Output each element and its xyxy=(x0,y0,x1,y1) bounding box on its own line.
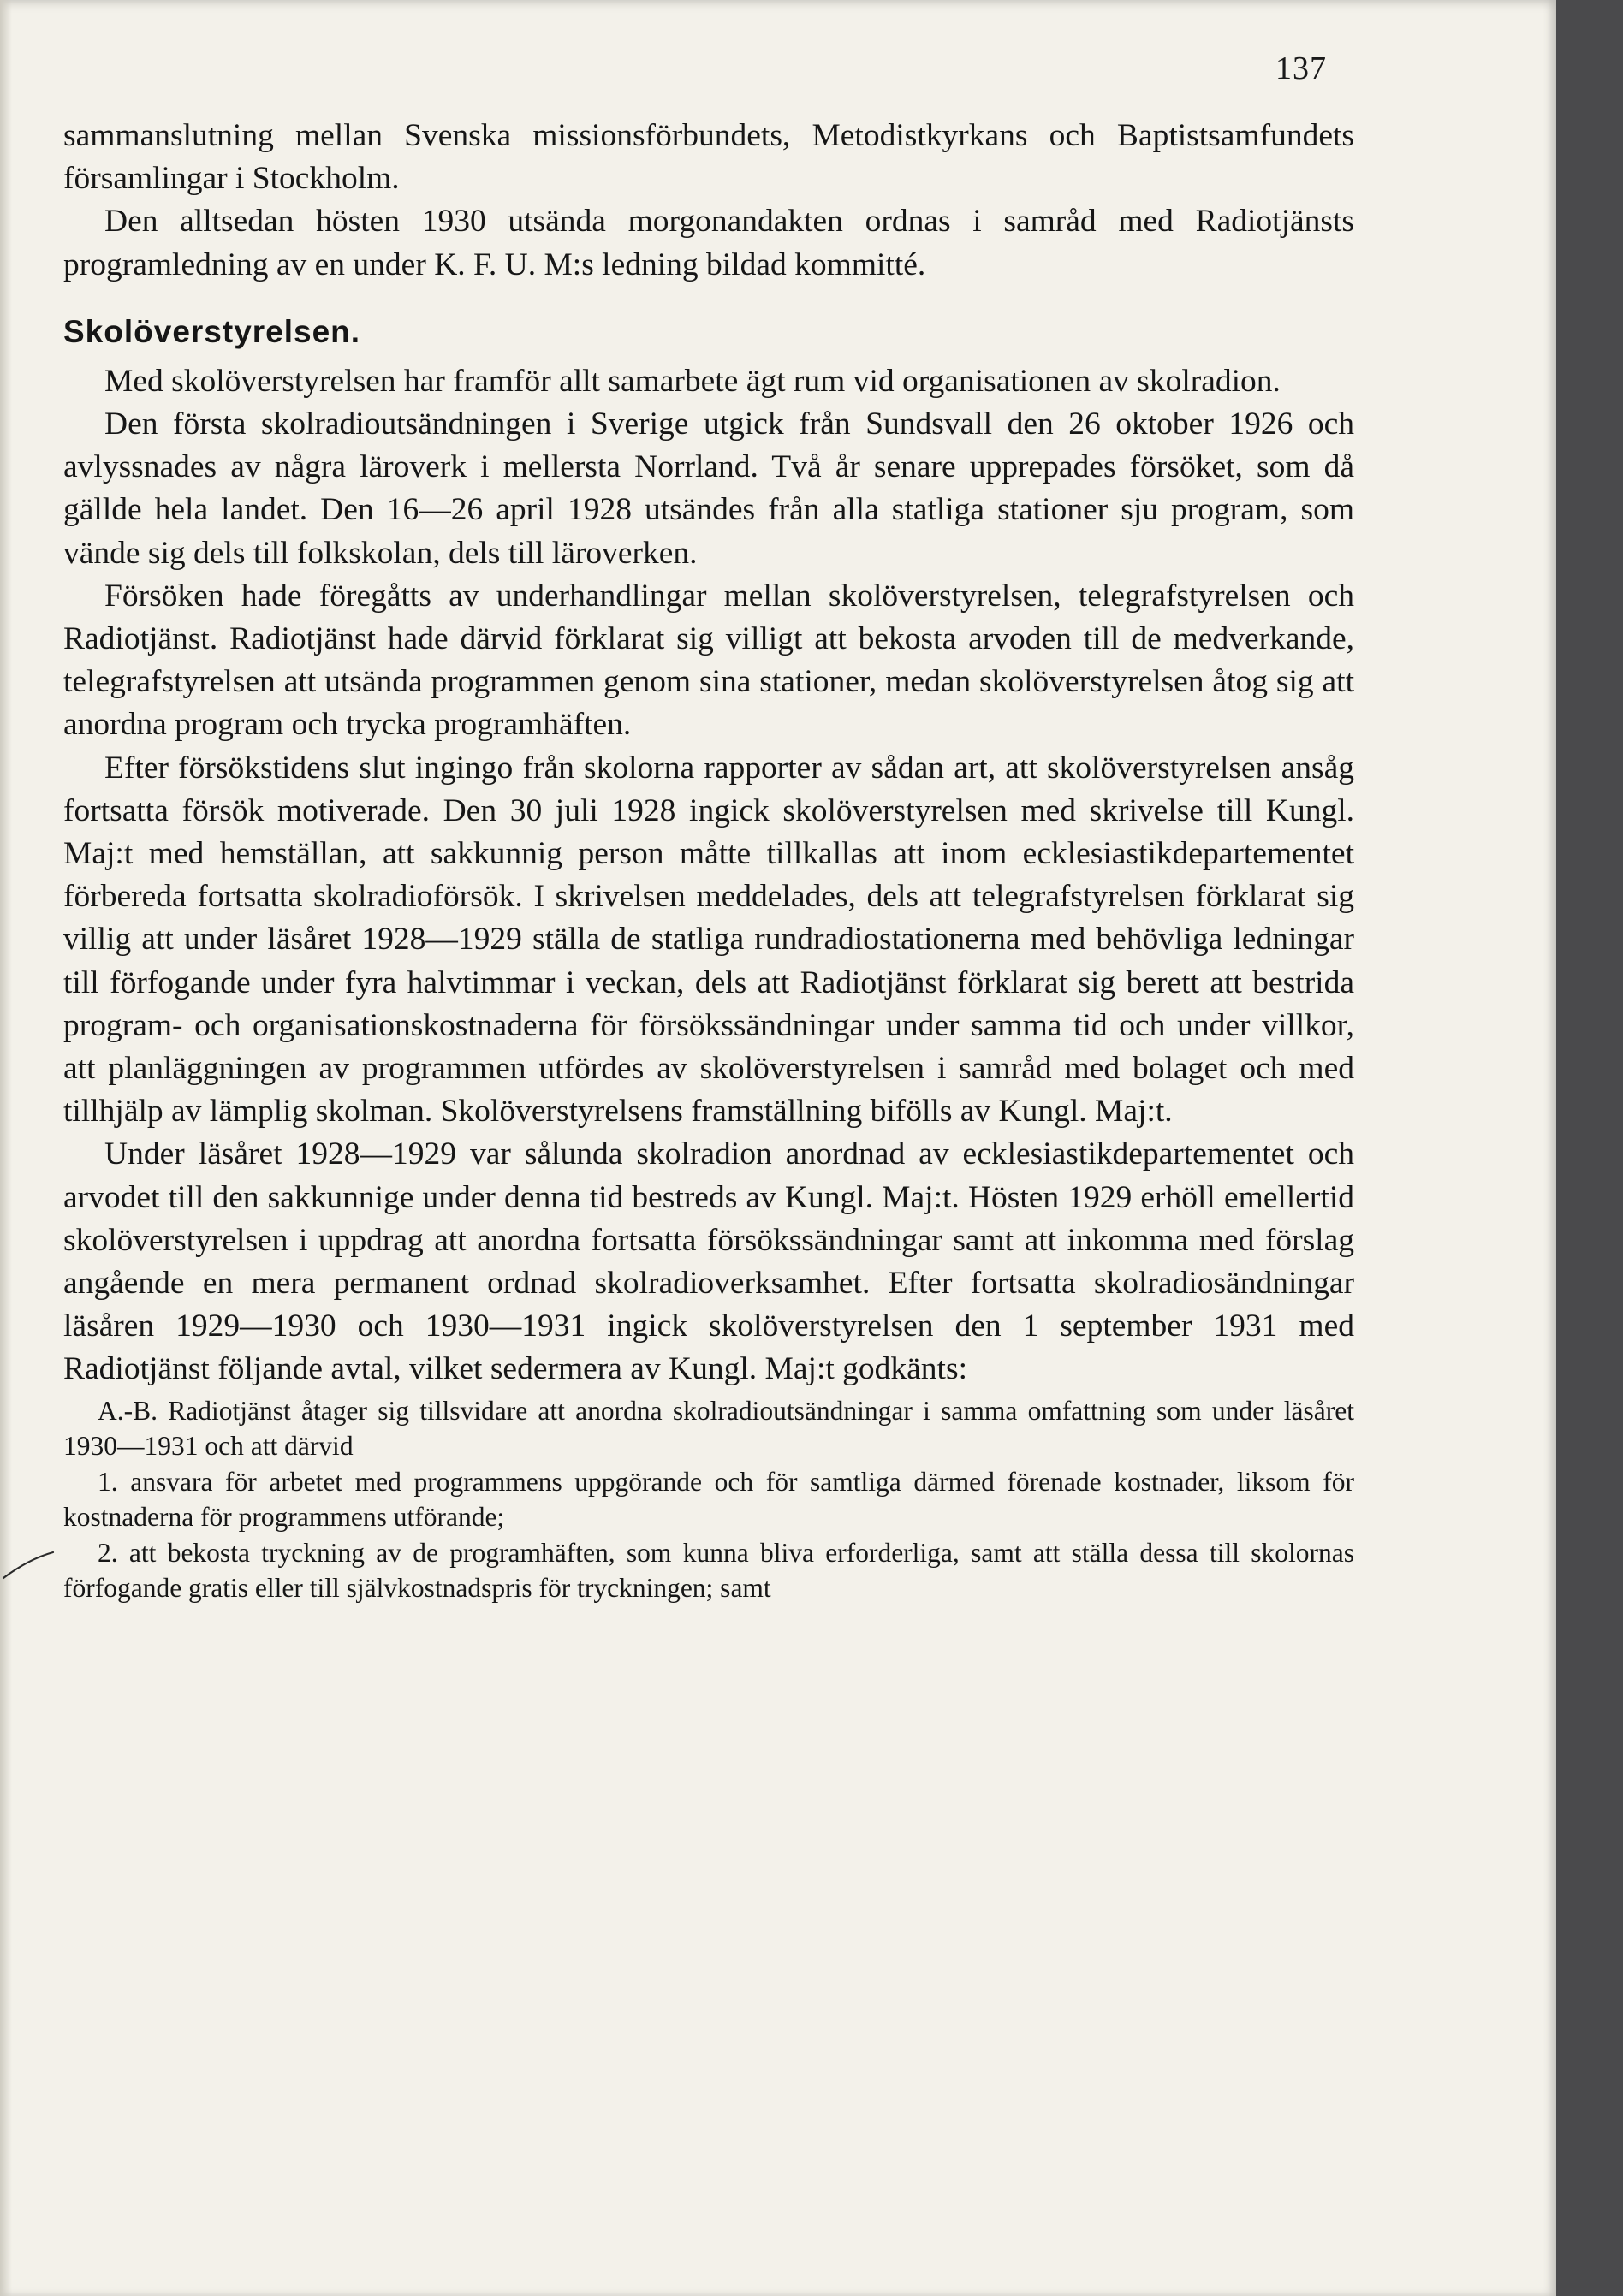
paragraph: Under läsåret 1928—1929 var sålunda skolradion anordnad av ecklesiastikdepartementet och arvodet till den sakkunnige under denna tid bestreds av Kungl. Maj:t. Hösten 1929 erhöll emellertid skolöverstyrelsen i uppdrag att anordna fortsatta försökssändningar samt att inkomma med förslag angående en mera permanent ordnad skolradioverksamhet. Efter fortsatta skolradiosändningar läsåren 1929—1930 och 1930—1931 ingick skolöverstyrelsen den 1 september 1931 med Radiotjänst följande avtal, vilket sedermera av Kungl. Maj:t godkänts: xyxy=(63,1136,1354,1387)
section-heading: Skolöverstyrelsen. xyxy=(63,313,361,349)
page-body xyxy=(63,115,1354,1606)
agreement-item: 2. att bekosta tryckning av de programhäften, som kunna bliva erforderliga, samt att ställa dessa till skolornas förfogande gratis eller till självkostnadspris för tryckningen; samt xyxy=(63,1537,1354,1604)
margin-pencil-mark xyxy=(2,1549,56,1580)
paragraph: Med skolöverstyrelsen har framför allt samarbete ägt rum vid organisationen av skolradion. xyxy=(104,363,1281,399)
agreement-text xyxy=(63,1393,1354,1606)
paragraph: Den första skolradioutsändningen i Sverige utgick från Sundsvall den 26 oktober 1926 och avlyssnades av några läroverk i mellersta Norrland. Två år senare upprepades försöket, som då gällde hela landet. Den 16—26 april 1928 utsändes från alla statliga stationer sju program, som vände sig dels till folkskolan, dels till läroverken. xyxy=(63,406,1354,571)
paragraph: Den alltsedan hösten 1930 utsända morgonandakten ordnas i samråd med Radiotjänsts programledning av en under K. F. U. M:s ledning bildad kommitté. xyxy=(63,204,1354,282)
paragraph: sammanslutning mellan Svenska missionsförbundets, Metodistkyrkans och Baptistsamfundets församlingar i Stockholm. xyxy=(63,118,1354,197)
agreement-paragraph: A.-B. Radiotjänst åtager sig tillsvidare att anordna skolradioutsändningar i samma omfattning som under läsåret 1930—1931 och att därvid xyxy=(63,1395,1354,1462)
paragraph: Efter försökstidens slut ingingo från skolorna rapporter av sådan art, att skolöverstyrelsen ansåg fortsatta försök motiverade. Den 30 juli 1928 ingick skolöverstyrelsen med skrivelse till Kungl. Maj:t med hemställan, att sakkunnig person måtte tillkallas att inom ecklesiastikdepartementet förbereda fortsatta skolradioförsök. I skrivelsen meddelades, dels att telegrafstyrelsen förklarat sig villig att under läsåret 1928—1929 ställa de statliga rundradiostationerna med behövliga ledningar till förfogande under fyra halvtimmar i veckan, dels att Radiotjänst förklarat sig berett att bestrida program- och organisationskostnaderna för försökssändningar under samma tid och under villkor, att planläggningen av programmen utfördes av skolöverstyrelsen i samråd med bolaget och med tillhjälp av lämplig skolman. Skolöverstyrelsens framställning bifölls av Kungl. Maj:t. xyxy=(63,750,1354,1130)
paragraph: Försöken hade föregåtts av underhandlingar mellan skolöverstyrelsen, telegrafstyrelsen och Radiotjänst. Radiotjänst hade därvid förklarat sig villigt att bekosta arvoden till de medverkande, telegrafstyrelsen att utsända programmen genom sina stationer, medan skolöverstyrelsen åtog sig att anordna program och trycka programhäften. xyxy=(63,578,1354,743)
page-number: 137 xyxy=(1275,50,1327,86)
agreement-item: 1. ansvara för arbetet med programmens uppgörande och för samtliga därmed förenade kostnader, liksom för kostnaderna för programmens utförande; xyxy=(63,1466,1354,1533)
